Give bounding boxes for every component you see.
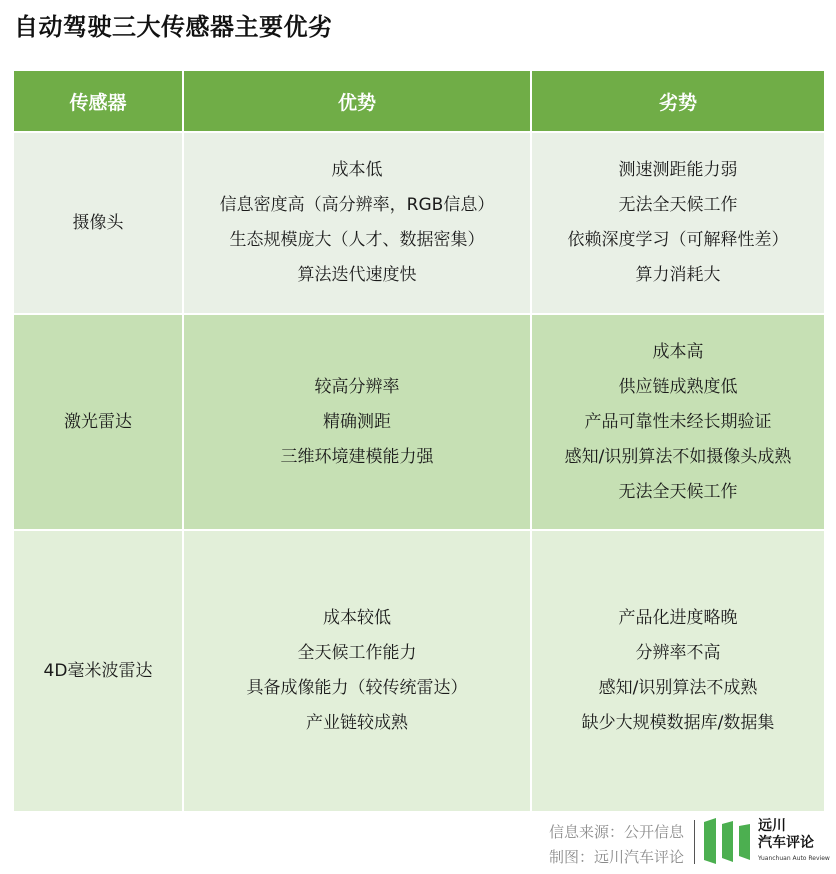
- brand-divider: [694, 820, 695, 864]
- disadvantages-cell: [531, 132, 825, 314]
- table-row: [13, 132, 825, 314]
- advantage-item: 成本低: [331, 160, 383, 180]
- advantages-cell: [183, 530, 531, 812]
- disadvantage-item: 分辨率不高: [635, 643, 721, 663]
- disadvantage-item: 成本高: [652, 341, 704, 362]
- disadvantages-cell: [531, 314, 825, 530]
- sensor-name-cell: 激光雷达: [13, 314, 183, 530]
- advantage-item: 较高分辨率: [314, 376, 400, 397]
- advantage-item: 生态规模庞大（人才、数据密集）: [229, 230, 485, 250]
- advantages-cell: [183, 314, 531, 530]
- brand-logo: [694, 818, 830, 868]
- advantage-item: 三维环境建模能力强: [280, 446, 434, 467]
- sensor-name-cell: 摄像头: [13, 132, 183, 314]
- header-disadvantages: 劣势: [531, 70, 825, 132]
- made-by-line: 制图：远川汽车评论: [548, 848, 684, 866]
- disadvantage-item: 算力消耗大: [635, 265, 721, 285]
- advantage-item: 成本较低: [323, 608, 391, 628]
- disadvantage-item: 无法全天候工作: [618, 481, 738, 502]
- advantages-cell: [183, 132, 531, 314]
- advantage-item: 全天候工作能力: [297, 643, 417, 663]
- header-sensor: 传感器: [13, 70, 183, 132]
- disadvantage-item: 产品可靠性未经长期验证: [584, 411, 772, 432]
- advantage-item: 信息密度高（高分辨率，RGB信息）: [219, 195, 495, 215]
- disadvantage-item: 缺少大规模数据库/数据集: [581, 713, 775, 733]
- source-note: [549, 820, 684, 870]
- disadvantage-item: 无法全天候工作: [618, 195, 738, 215]
- brand-name-line2: 汽车评论: [758, 835, 814, 851]
- disadvantage-item: 感知/识别算法不成熟: [598, 678, 758, 698]
- table-header-row: [13, 70, 825, 132]
- green-bars-logo-icon: [700, 818, 756, 864]
- brand-name-english: Yuanchuan Auto Review: [758, 855, 830, 862]
- advantage-item: 精确测距: [323, 411, 391, 432]
- header-advantages: 优势: [183, 70, 531, 132]
- advantage-item: 算法迭代速度快: [297, 265, 417, 285]
- sensor-comparison-table: [12, 69, 826, 813]
- source-line: 信息来源：公开信息: [548, 823, 684, 841]
- comparison-table-container: [12, 69, 824, 810]
- disadvantage-item: 产品化进度略晚: [618, 608, 738, 628]
- disadvantage-item: 依赖深度学习（可解释性差）: [567, 230, 789, 250]
- disadvantages-cell: [531, 530, 825, 812]
- page-title: 自动驾驶三大传感器主要优劣: [14, 13, 333, 41]
- table-row: [13, 530, 825, 812]
- advantage-item: 具备成像能力（较传统雷达）: [246, 678, 468, 698]
- disadvantage-item: 供应链成熟度低: [618, 376, 738, 397]
- sensor-name-cell: 4D毫米波雷达: [13, 530, 183, 812]
- disadvantage-item: 感知/识别算法不如摄像头成熟: [564, 446, 792, 467]
- brand-name: [758, 818, 814, 852]
- advantage-item: 产业链较成熟: [306, 713, 408, 733]
- disadvantage-item: 测速测距能力弱: [618, 160, 738, 180]
- brand-name-line1: 远川: [758, 818, 786, 834]
- table-row: [13, 314, 825, 530]
